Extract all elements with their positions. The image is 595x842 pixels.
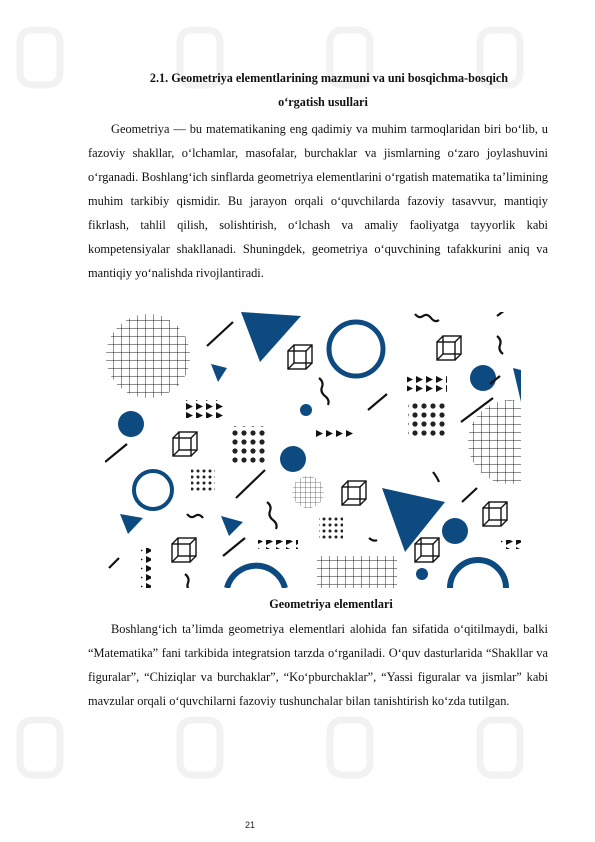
ring-left xyxy=(134,471,172,509)
dot-2 xyxy=(118,411,144,437)
wave-2 xyxy=(497,336,503,354)
wave-6 xyxy=(433,472,439,482)
ring-bottom-left xyxy=(227,566,285,588)
dash-9 xyxy=(109,558,119,568)
cube-1 xyxy=(288,345,312,369)
cube-2 xyxy=(437,336,461,360)
section-heading xyxy=(88,66,548,114)
dash-7 xyxy=(462,488,477,502)
cube-5 xyxy=(483,502,507,526)
grid-circle-right xyxy=(468,400,521,484)
arrow-row-3 xyxy=(313,430,353,439)
triangle-edge xyxy=(513,368,521,402)
dash-2 xyxy=(368,394,387,410)
dash-5 xyxy=(105,444,127,462)
wave-1 xyxy=(415,314,439,321)
paragraph-intro xyxy=(88,117,548,285)
dot-6 xyxy=(416,568,428,580)
cube-4 xyxy=(342,481,366,505)
grid-rect-bottom xyxy=(317,556,397,588)
grid-circle-large xyxy=(106,314,190,398)
wave-5 xyxy=(267,502,277,529)
section-heading-line1: 2.1. Geometriya elementlarining mazmuni va uni bosqichma-bosqich xyxy=(149,71,509,85)
cube-3 xyxy=(173,432,197,456)
triangle-small-1 xyxy=(211,364,227,382)
dot-grid-2 xyxy=(408,400,446,438)
geometry-illustration xyxy=(105,312,521,588)
wave-3 xyxy=(319,378,329,405)
section-heading-line2: o‘rgatish usullari xyxy=(278,95,368,109)
triangle-top xyxy=(241,312,301,362)
arrow-row-5 xyxy=(501,540,521,549)
arrow-row-2 xyxy=(407,376,447,394)
dot-4 xyxy=(442,518,468,544)
triangle-small-3 xyxy=(221,516,243,536)
wave-8 xyxy=(185,574,191,588)
paragraph-intro-text: Geometriya — bu matematikaning eng qadimiy va muhim tarmoqlaridan biri bo‘lib, u fazoviy shakllar, o‘lchamlar, masofalar, burchaklar va jismlarning o‘zaro joylashuvini o‘rganadi. Boshlang‘ich sinflarda geometriya elementlarini o‘rgatish matematika ta’limining muhim tarkibiy qismidir. Bu jarayon orqali o‘quvchilarda fazoviy tasavvur, mantiqiy fikrlash, tahlil qilish, solishtirish, o‘lchash va amaliy faoliyatga tayyorlik kabi kompetensiyalar shakllanadi. Shuningdek, geometriya o‘quvchining tafakkurini aniq va mantiqiy yo‘nalishda rivojlantiradi. xyxy=(88,122,548,280)
wave-4 xyxy=(187,514,203,518)
dot-grid-4 xyxy=(319,517,343,541)
page-number: 21 xyxy=(245,820,256,830)
paragraph-curriculum xyxy=(88,617,548,713)
cube-6 xyxy=(172,538,196,562)
dot-5 xyxy=(300,404,312,416)
ring-bottom-right xyxy=(450,560,506,588)
arrow-row-1 xyxy=(186,400,226,418)
paragraph-curriculum-text: Boshlang‘ich ta’limda geometriya elementlari alohida fan sifatida o‘qitilmaydi, balki “Matematika” fani tarkibida integratsion tarzda o‘rganiladi. O‘quv dasturlarida “Shakllar va figuralar”, “Chiziqlar va burchaklar”, “Ko‘pburchaklar”, “Yassi figuralar va jismlar” kabi mavzular orqali o‘quvchilarni fazoviy tushunchalar bilan tanishtirish ko‘zda tutilgan. xyxy=(88,622,548,708)
dot-grid-3 xyxy=(191,467,215,491)
dash-10 xyxy=(497,312,505,316)
dot-3 xyxy=(280,446,306,472)
ring-top xyxy=(329,322,383,376)
cube-7 xyxy=(415,538,439,562)
dash-6 xyxy=(236,470,265,498)
dash-8 xyxy=(223,538,245,556)
grid-circle-small xyxy=(292,476,324,508)
arrow-row-4 xyxy=(258,540,298,549)
figure-caption: Geometriya elementlari xyxy=(269,597,393,611)
wave-7 xyxy=(369,538,377,541)
dot-1 xyxy=(470,365,496,391)
arrow-row-6 xyxy=(141,548,151,588)
dash-1 xyxy=(207,322,233,346)
dot-grid-1 xyxy=(229,426,267,464)
triangle-small-2 xyxy=(120,514,143,534)
